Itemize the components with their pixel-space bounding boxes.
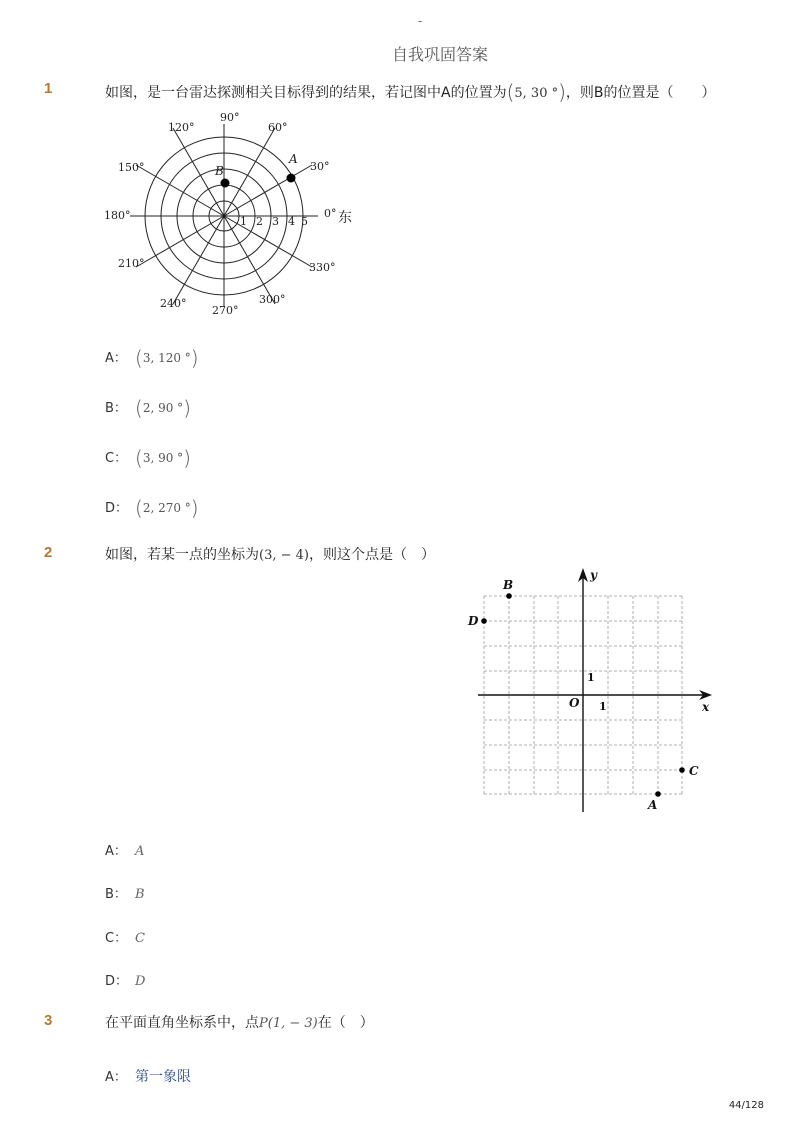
angle-label-60: 60° — [268, 121, 288, 134]
y-axis-label: y — [590, 568, 597, 582]
question-2-text-before: 如图，若某一点的坐标为 — [105, 547, 259, 563]
question-3-coord: P(1, − 3) — [259, 1016, 318, 1031]
ring-label-1: 1 — [240, 215, 247, 228]
question-number-2: 2 — [44, 544, 53, 561]
q1-option-b[interactable]: B： (2, 90 °) — [105, 396, 191, 420]
ring-label-4: 4 — [288, 215, 295, 228]
grid-label-b: B — [503, 578, 514, 592]
question-number-3: 3 — [44, 1012, 53, 1029]
q1-option-a[interactable]: A： (3, 120 °) — [105, 346, 199, 370]
q1-option-c[interactable]: C： (3, 90 °) — [105, 446, 191, 470]
grid-label-d: D — [468, 614, 479, 628]
grid-point-b — [506, 593, 512, 599]
paren-open: ( — [506, 80, 515, 104]
x-axis-label: x — [702, 700, 710, 714]
grid-point-a — [655, 791, 661, 797]
question-2-text-after: ，则这个点是（ ） — [308, 547, 435, 563]
q2-option-c[interactable]: C： C — [105, 931, 145, 946]
q1-option-a-value: 3, 120 ° — [142, 351, 191, 365]
question-3-text — [105, 1012, 374, 1032]
q1-option-d[interactable]: D： (2, 270 °) — [105, 496, 199, 520]
radar-point-a — [287, 174, 296, 183]
question-2-coord: (3, − 4) — [259, 548, 309, 563]
radar-point-b — [221, 179, 230, 188]
q2-option-b[interactable]: B： B — [105, 887, 145, 902]
question-2-text — [105, 544, 435, 564]
paren-close: ) — [558, 80, 566, 104]
angle-label-240: 240° — [160, 297, 187, 310]
ring-label-2: 2 — [256, 215, 263, 228]
east-label: 东 — [338, 210, 352, 226]
ring-label-5: 5 — [301, 215, 308, 228]
q2-option-c-value: C — [135, 931, 145, 946]
q1-option-c-value: 3, 90 ° — [142, 451, 184, 465]
q3-option-a-value: 第一象限 — [135, 1069, 191, 1085]
angle-label-120: 120° — [168, 121, 195, 134]
angle-label-270: 270° — [212, 304, 239, 317]
page-title: 自我巩固答案 — [391, 45, 488, 64]
q2-option-b-value: B — [135, 887, 145, 902]
question-1-text-before: 如图，是一台雷达探测相关目标得到的结果，若记图中A的位置为 — [105, 85, 507, 101]
angle-label-150: 150° — [118, 161, 145, 174]
grid-label-a: A — [648, 798, 658, 812]
grid-label-c: C — [689, 764, 699, 778]
radar-label-b: B — [215, 164, 224, 178]
header-dash: - — [418, 14, 423, 28]
angle-label-180: 180° — [104, 209, 131, 222]
grid-point-d — [481, 618, 487, 624]
question-1-text — [105, 80, 716, 104]
radar-figure — [95, 108, 370, 323]
q2-option-d[interactable]: D： D — [105, 974, 146, 989]
question-1-coord: 5, 30 ° — [514, 86, 559, 101]
y-tick-1: 1 — [587, 671, 595, 684]
ring-label-3: 3 — [272, 215, 279, 228]
question-3-text-after: 在（ ） — [317, 1015, 374, 1031]
coordinate-grid-figure — [462, 565, 722, 820]
q2-option-a-value: A — [135, 844, 145, 859]
page-number: 44/128 — [728, 1100, 764, 1111]
angle-label-210: 210° — [118, 257, 145, 270]
question-3-text-before: 在平面直角坐标系中，点 — [105, 1015, 259, 1031]
question-1-text-after: ，则B的位置是（ ） — [565, 85, 716, 101]
q3-option-a[interactable]: A： 第一象限 — [105, 1069, 191, 1085]
angle-label-330: 330° — [309, 261, 336, 274]
angle-label-300: 300° — [259, 293, 286, 306]
q2-option-d-value: D — [135, 974, 146, 989]
grid-point-c — [679, 767, 685, 773]
q1-option-d-value: 2, 270 ° — [142, 501, 191, 515]
question-number-1: 1 — [44, 80, 53, 97]
angle-label-30: 30° — [310, 160, 330, 173]
radar-label-a: A — [289, 152, 298, 166]
q1-option-b-value: 2, 90 ° — [142, 401, 184, 415]
x-tick-1: 1 — [599, 700, 607, 713]
origin-label: O — [569, 696, 580, 710]
angle-label-90: 90° — [220, 111, 240, 124]
q2-option-a[interactable]: A： A — [105, 844, 145, 859]
angle-label-0: 0° — [324, 207, 337, 220]
